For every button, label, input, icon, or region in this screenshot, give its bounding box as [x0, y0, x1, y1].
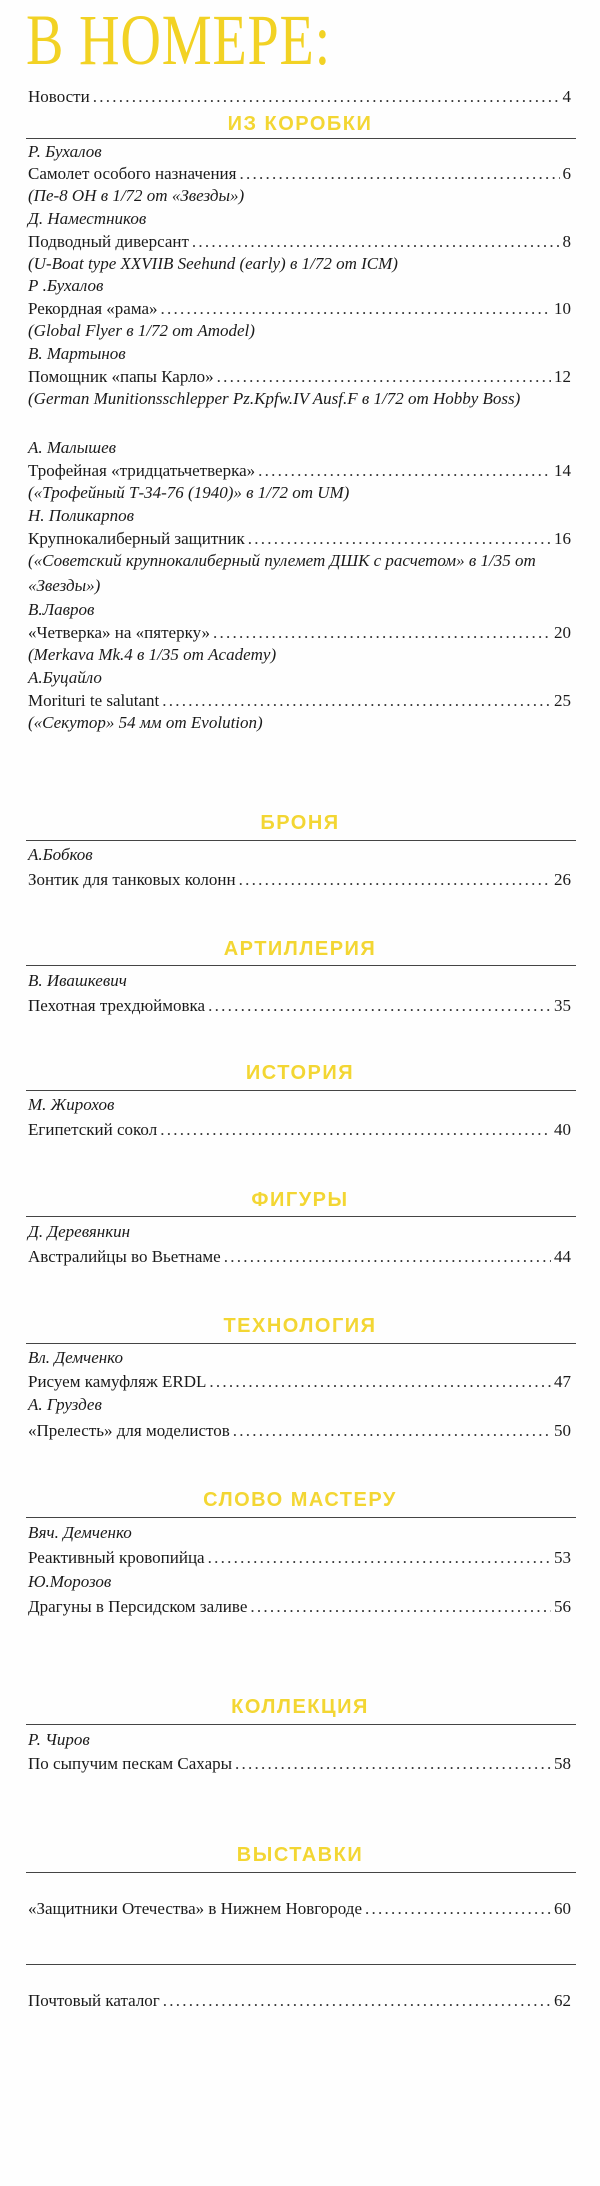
dot-leader — [93, 86, 560, 108]
section-rule — [26, 1964, 576, 1965]
author: Д. Деревянкин — [28, 1222, 131, 1241]
author: Р. Бухалов — [28, 142, 102, 161]
toc-entry[interactable] — [28, 690, 571, 712]
dot-leader — [250, 1596, 551, 1618]
toc-entry[interactable] — [28, 366, 571, 388]
toc-entry[interactable] — [28, 622, 571, 644]
toc-entry[interactable] — [28, 460, 571, 482]
author: Р .Бухалов — [28, 276, 104, 295]
dot-leader — [162, 690, 551, 712]
entry-title: Почтовый каталог — [28, 1991, 160, 2010]
entry-page: 47 — [554, 1372, 571, 1391]
section-heading-istoriya: ИСТОРИЯ — [245, 1062, 355, 1084]
entry-title: Крупнокалиберный защитник — [28, 529, 245, 548]
entry-title: Египетский сокол — [28, 1120, 158, 1139]
section-heading-figury: ФИГУРЫ — [251, 1189, 349, 1211]
section-heading-tehnologiya: ТЕХНОЛОГИЯ — [223, 1315, 377, 1337]
entry-title: Рисуем камуфляж ERDL — [28, 1372, 207, 1391]
entry-title: Новости — [28, 87, 90, 106]
author: А. Груздев — [28, 1395, 102, 1414]
entry-page: 40 — [554, 1120, 571, 1139]
entry-page: 62 — [554, 1991, 571, 2010]
entry-title: «Четверка» на «пятерку» — [28, 623, 211, 642]
dot-leader — [209, 1371, 551, 1393]
entry-page: 4 — [562, 87, 571, 106]
entry-page: 14 — [554, 461, 571, 480]
entry-title: Помощник «папы Карло» — [28, 367, 214, 386]
toc-entry[interactable] — [28, 231, 571, 253]
dot-leader — [233, 1420, 551, 1442]
entry-page: 44 — [554, 1247, 571, 1266]
section-rule — [26, 965, 576, 966]
author: В. Мартынов — [28, 344, 126, 363]
entry-page: 8 — [562, 232, 571, 251]
dot-leader — [163, 1990, 551, 2012]
entry-title: «Защитники Отечества» в Нижнем Новгороде — [28, 1899, 363, 1918]
entry-page: 35 — [554, 996, 571, 1015]
entry-title: Драгуны в Персидском заливе — [28, 1597, 248, 1616]
author: Д. Наместников — [28, 209, 147, 228]
toc-entry[interactable] — [28, 1898, 571, 1920]
toc-entry[interactable] — [28, 1753, 571, 1775]
entry-page: 12 — [554, 367, 571, 386]
section-rule — [26, 1517, 576, 1518]
entry-page: 58 — [554, 1754, 571, 1773]
section-rule — [26, 1872, 576, 1873]
entry-title: Зонтик для танковых колонн — [28, 870, 236, 889]
author: А. Малышев — [28, 438, 116, 457]
dot-leader — [224, 1246, 551, 1268]
entry-page: 53 — [554, 1548, 571, 1567]
entry-title: Рекордная «рама» — [28, 299, 158, 318]
dot-leader — [248, 528, 551, 550]
entry-note: («Трофейный Т-34-76 (1940)» в 1/72 от UM) — [28, 483, 350, 502]
dot-leader — [217, 366, 551, 388]
author: Р. Чиров — [28, 1730, 90, 1749]
entry-note: (Пе-8 ОН в 1/72 от «Звезды») — [28, 186, 245, 205]
section-rule — [26, 138, 576, 139]
section-heading-vystavki: ВЫСТАВКИ — [236, 1844, 364, 1866]
author: Н. Поликарпов — [28, 506, 134, 525]
dot-leader — [235, 1753, 551, 1775]
toc-entry-news[interactable] — [28, 86, 571, 108]
entry-page: 16 — [554, 529, 571, 548]
entry-note: (U-Boat type XXVIIB Seehund (early) в 1/72 от ICM) — [28, 254, 398, 273]
entry-note: (Merkava Mk.4 в 1/35 от Academy) — [28, 645, 277, 664]
entry-title: Подводный диверсант — [28, 232, 189, 251]
dot-leader — [208, 995, 551, 1017]
section-rule — [26, 1090, 576, 1091]
dot-leader — [239, 869, 551, 891]
entry-note: («Секутор» 54 мм от Evolution) — [28, 713, 263, 732]
dot-leader — [239, 163, 559, 185]
entry-page: 50 — [554, 1421, 571, 1440]
entry-page: 26 — [554, 870, 571, 889]
section-rule — [26, 1724, 576, 1725]
toc-entry[interactable] — [28, 163, 571, 185]
entry-title: Трофейная «тридцатьчетверка» — [28, 461, 256, 480]
dot-leader — [365, 1898, 551, 1920]
entry-title: Австралийцы во Вьетнаме — [28, 1247, 221, 1266]
toc-entry[interactable] — [28, 298, 571, 320]
section-heading-artilleriya: АРТИЛЛЕРИЯ — [223, 938, 377, 960]
toc-entry-catalog[interactable] — [28, 1990, 571, 2012]
author: В.Лавров — [28, 600, 95, 619]
entry-note: (Global Flyer в 1/72 от Amodel) — [28, 321, 255, 340]
author: А.Буцайло — [28, 668, 102, 687]
dot-leader — [160, 1119, 551, 1141]
section-heading-bronya: БРОНЯ — [260, 812, 340, 834]
toc-entry[interactable] — [28, 995, 571, 1017]
dot-leader — [192, 231, 560, 253]
dot-leader — [213, 622, 551, 644]
dot-leader — [161, 298, 551, 320]
author: А.Бобков — [28, 845, 93, 864]
entry-page: 6 — [562, 164, 571, 183]
author: Ю.Морозов — [28, 1572, 112, 1591]
author: Вяч. Демченко — [28, 1523, 132, 1542]
toc-entry[interactable] — [28, 1119, 571, 1141]
entry-page: 10 — [554, 299, 571, 318]
toc-entry[interactable] — [28, 869, 571, 891]
section-heading-iz-korobki: ИЗ КОРОБКИ — [227, 113, 373, 135]
toc-entry[interactable] — [28, 1596, 571, 1618]
author: М. Жирохов — [28, 1095, 115, 1114]
entry-title: По сыпучим пескам Сахары — [28, 1754, 233, 1773]
section-rule — [26, 840, 576, 841]
author: В. Ивашкевич — [28, 971, 127, 990]
entry-page: 25 — [554, 691, 571, 710]
entry-title: Пехотная трехдюймовка — [28, 996, 206, 1015]
entry-page: 56 — [554, 1597, 571, 1616]
toc-entry[interactable] — [28, 528, 571, 550]
section-rule — [26, 1216, 576, 1217]
dot-leader — [258, 460, 551, 482]
entry-note: («Советский крупнокалиберный пулемет ДШК с расчетом» в 1/35 от «Звезды») — [28, 551, 536, 595]
toc-entry[interactable] — [28, 1547, 571, 1569]
entry-title: Morituri te salutant — [28, 691, 160, 710]
section-rule — [26, 1343, 576, 1344]
section-heading-kollekciya: КОЛЛЕКЦИЯ — [231, 1696, 369, 1718]
entry-title: Реактивный кровопийца — [28, 1548, 205, 1567]
entry-title: Самолет особого назначения — [28, 164, 237, 183]
toc-entry[interactable] — [28, 1246, 571, 1268]
dot-leader — [208, 1547, 551, 1569]
page-title: В НОМЕРЕ: — [26, 0, 332, 80]
toc-entry[interactable] — [28, 1420, 571, 1442]
entry-title: «Прелесть» для моделистов — [28, 1421, 230, 1440]
section-heading-slovo-masteru: СЛОВО МАСТЕРУ — [203, 1489, 397, 1511]
entry-page: 20 — [554, 623, 571, 642]
entry-note: (German Munitionsschlepper Pz.Kpfw.IV Ausf.F в 1/72 от Hobby Boss) — [28, 389, 521, 408]
toc-entry[interactable] — [28, 1371, 571, 1393]
entry-page: 60 — [554, 1899, 571, 1918]
author: Вл. Демченко — [28, 1348, 123, 1367]
